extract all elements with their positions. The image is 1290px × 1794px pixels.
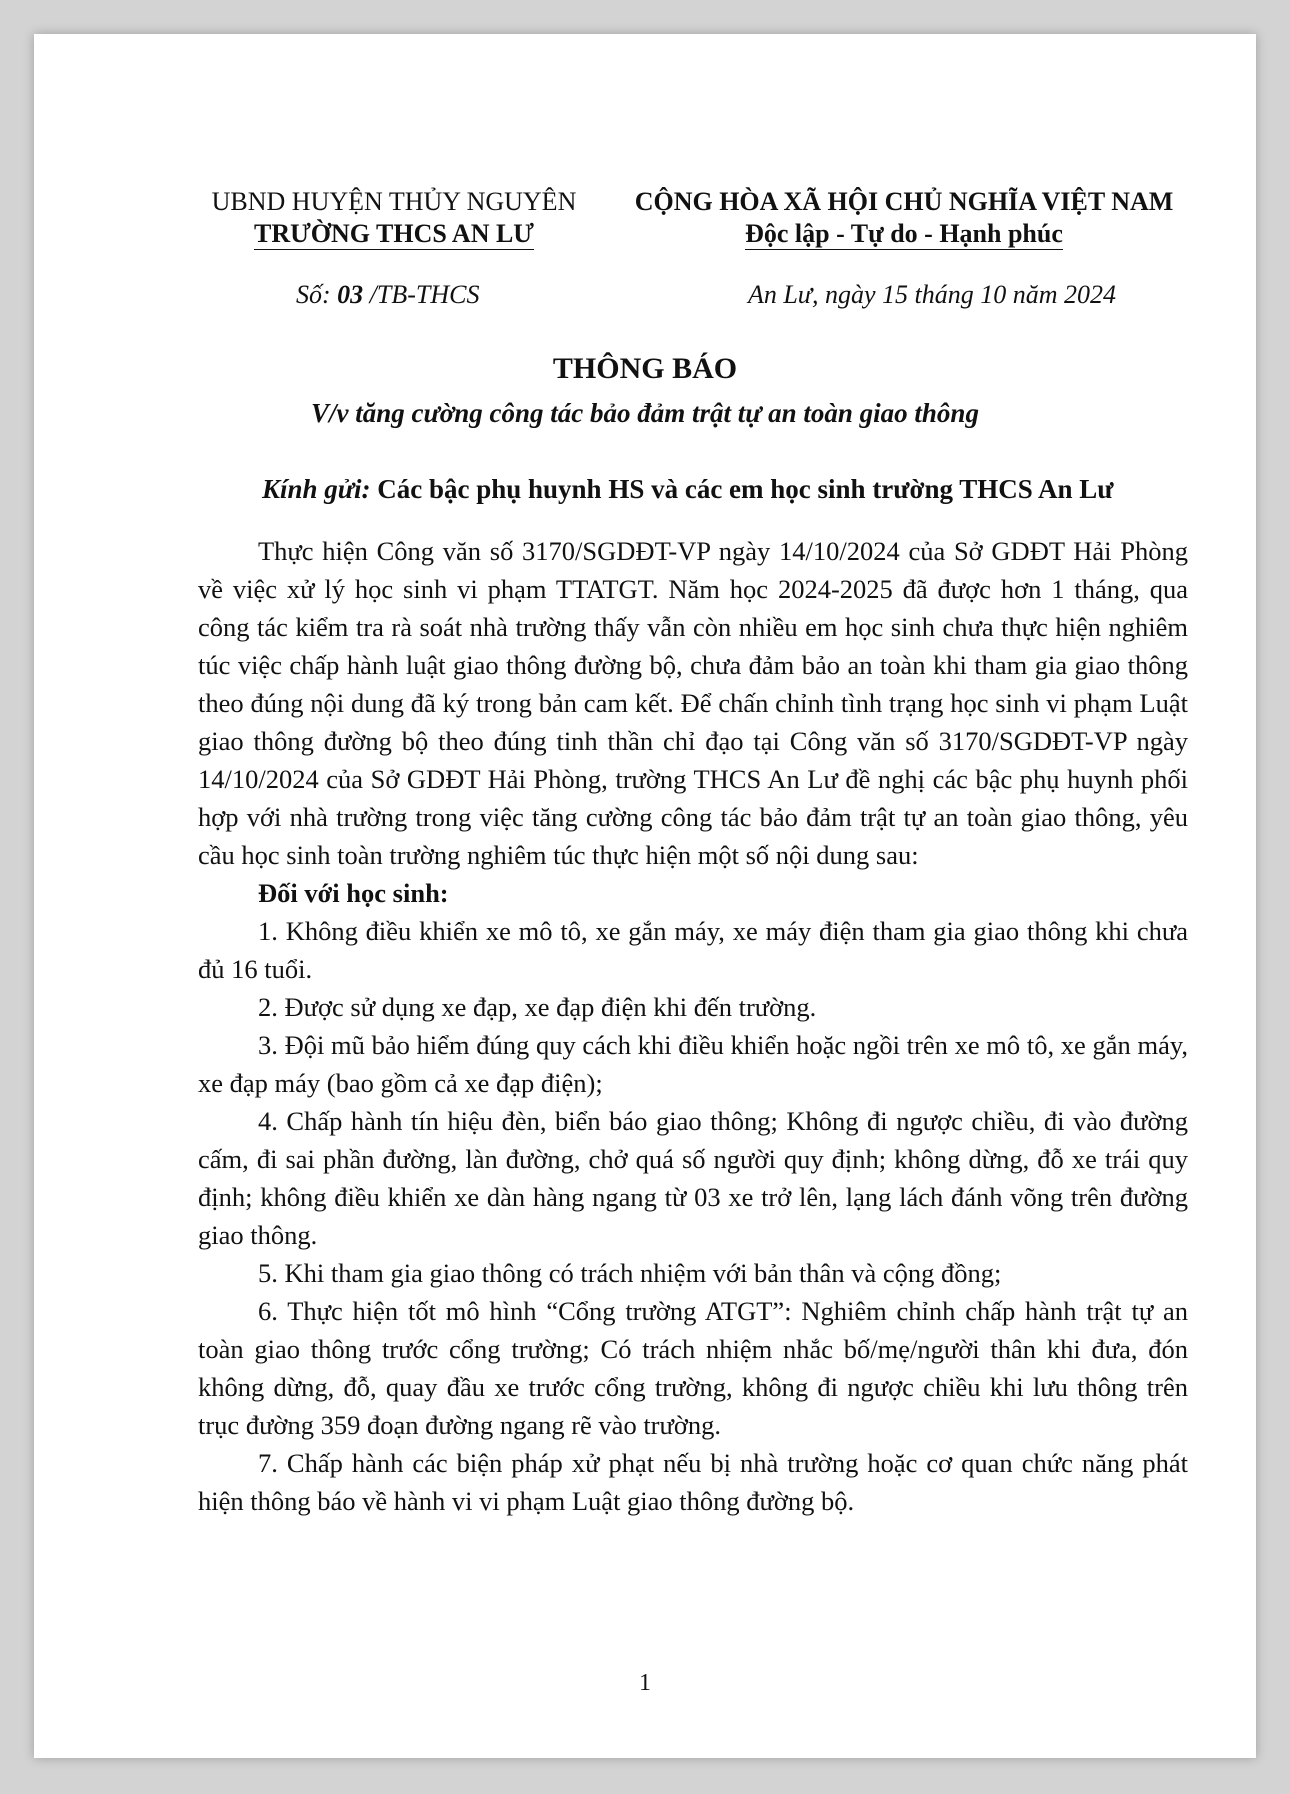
recipient-text: Các bậc phụ huynh HS và các em học sinh trường THCS An Lư: [370, 474, 1114, 504]
document-number: [296, 280, 479, 310]
nation-line-1: CỘNG HÒA XÃ HỘI CHỦ NGHĨA VIỆT NAM: [634, 187, 1174, 216]
issue-date: An Lư, ngày 15 tháng 10 năm 2024: [747, 280, 1116, 309]
national-motto: [614, 186, 1194, 250]
intro-paragraph: Thực hiện Công văn số 3170/SGDĐT-VP ngày 14/10/2024 của Sở GDĐT Hải Phòng về việc xử lý học sinh vi phạm TTATGT. Năm học 2024-2025 đã được hơn 1 tháng, qua công tác kiểm tra rà soát nhà trường thấy vẫn còn nhiều em học sinh chưa thực hiện nghiêm túc việc chấp hành luật giao thông đường bộ, chưa đảm bảo an toàn khi tham gia giao thông theo đúng nội dung đã ký trong bản cam kết. Để chấn chỉnh tình trạng học sinh vi phạm Luật giao thông đường bộ theo đúng tinh thần chỉ đạo tại Công văn số 3170/SGDĐT-VP ngày 14/10/2024 của Sở GDĐT Hải Phòng, trường THCS An Lư đề nghị các bậc phụ huynh phối hợp với nhà trường trong việc tăng cường công tác bảo đảm trật tự an toàn giao thông, yêu cầu học sinh toàn trường nghiêm túc thực hiện một số nội dung sau:: [198, 536, 1188, 870]
nation-line-2: Độc lập - Tự do - Hạnh phúc: [745, 219, 1063, 248]
document-body: [198, 532, 1188, 1520]
page-number: 1: [639, 1670, 651, 1696]
doc-number-prefix: Số:: [296, 280, 338, 309]
doc-number-value: 03: [337, 280, 364, 309]
document-page: [34, 34, 1256, 1758]
list-item: 5. Khi tham gia giao thông có trách nhiệm với bản thân và cộng đồng;: [258, 1258, 1002, 1288]
list-item: 7. Chấp hành các biện pháp xử phạt nếu bị nhà trường hoặc cơ quan chức năng phát hiện thông báo về hành vi vi phạm Luật giao thông đường bộ.: [198, 1448, 1188, 1516]
recipient-line: [262, 474, 1113, 505]
list-item: 3. Đội mũ bảo hiểm đúng quy cách khi điều khiển hoặc ngồi trên xe mô tô, xe gắn máy, xe đạp máy (bao gồm cả xe đạp điện);: [198, 1030, 1188, 1098]
list-item: 6. Thực hiện tốt mô hình “Cổng trường ATGT”: Nghiêm chỉnh chấp hành trật tự an toàn giao thông trước cổng trường; Có trách nhiệm nhắc bố/mẹ/người thân khi đưa, đón không dừng, đỗ, quay đầu xe trước cổng trường, không đi ngược chiều khi lưu thông trên trục đường 359 đoạn đường ngang rẽ vào trường.: [198, 1296, 1188, 1440]
recipient-label: Kính gửi:: [262, 474, 371, 504]
issuing-organization: [194, 186, 594, 250]
doc-number-suffix: /TB-THCS: [363, 280, 480, 309]
org-line-1: UBND HUYỆN THỦY NGUYÊN: [211, 187, 577, 216]
org-line-2: TRƯỜNG THCS AN LƯ: [253, 219, 535, 248]
list-item: 1. Không điều khiển xe mô tô, xe gắn máy, xe máy điện tham gia giao thông khi chưa đủ 16 tuổi.: [198, 916, 1188, 984]
document-title: THÔNG BÁO: [552, 352, 738, 385]
list-item: 4. Chấp hành tín hiệu đèn, biển báo giao thông; Không đi ngược chiều, đi vào đường cấm, đi sai phần đường, làn đường, chở quá số người quy định; không dừng, đỗ xe trái quy định; không điều khiển xe dàn hàng ngang từ 03 xe trở lên, lạng lách đánh võng trên đường giao thông.: [198, 1106, 1188, 1250]
list-item: 2. Được sử dụng xe đạp, xe đạp điện khi đến trường.: [258, 992, 817, 1022]
section-heading: Đối với học sinh:: [258, 878, 449, 908]
document-subtitle: V/v tăng cường công tác bảo đảm trật tự an toàn giao thông: [311, 398, 979, 428]
